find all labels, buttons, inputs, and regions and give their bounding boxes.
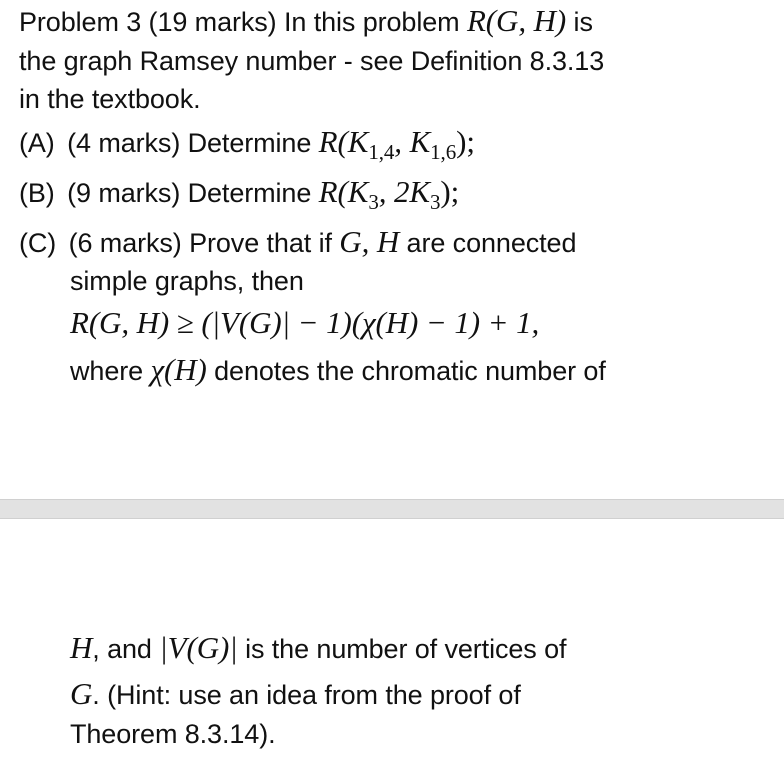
part-c-text-b: are connected [399,228,577,258]
h-math: H [70,630,93,665]
continuation-text-a: , and [92,634,160,664]
part-a-text: (4 marks) Determine [67,128,319,158]
continuation-line-3: Theorem 8.3.14). [70,719,276,749]
problem-heading-text: Problem 3 (19 marks) In this problem [19,7,467,37]
part-c-line-2: simple graphs, then [70,266,304,296]
g-math: G [70,676,93,711]
part-c-line [19,224,576,261]
ramsey-notation-math: R(G, H) [466,3,567,38]
vg-math: |V(G)| [159,630,238,665]
problem-heading-tail: is [566,7,593,37]
part-c-where-line [70,352,606,389]
part-b-subscript-2: 3 [430,190,441,214]
part-b-math-mid: , 2K [378,174,430,209]
problem-heading-line [19,3,593,40]
part-a-line [19,124,475,163]
hint-text: . (Hint: use an idea from the proof of [92,680,521,710]
inequality-math: R(G, H) ≥ (|V(G)| − 1)(χ(H) − 1) + 1, [70,305,540,340]
part-b-math-close: ); [440,174,460,209]
part-a-subscript-1: 1,4 [368,140,395,164]
problem-line-2: the graph Ramsey number - see Definition 8.3.13 [19,46,605,76]
part-a-label: (A) [19,128,55,158]
chi-h-math: χ(H) [150,352,207,387]
part-a-subscript-2: 1,6 [430,140,457,164]
continuation-text-b: is the number of vertices of [237,634,567,664]
part-a-math-close: ); [456,124,475,159]
continuation-line-2 [70,676,521,713]
part-b-text: (9 marks) Determine [67,178,319,208]
problem-line-3: in the textbook. [19,84,201,114]
where-tail: denotes the chromatic number of [206,356,606,386]
part-c-gh-math: G, H [339,224,400,259]
continuation-line-1 [70,630,566,667]
part-c-label: (C) [19,228,57,258]
part-b-math-open: R(K [318,174,369,209]
part-b-label: (B) [19,178,55,208]
page-divider [0,499,784,519]
part-b-subscript-1: 3 [368,190,379,214]
part-c-inequality [70,305,539,342]
part-c-text-a: (6 marks) Prove that if [68,228,340,258]
part-a-math-open: R(K [318,124,369,159]
part-b-line [19,174,459,213]
part-a-math-mid: , K [394,124,431,159]
where-text: where [70,356,151,386]
